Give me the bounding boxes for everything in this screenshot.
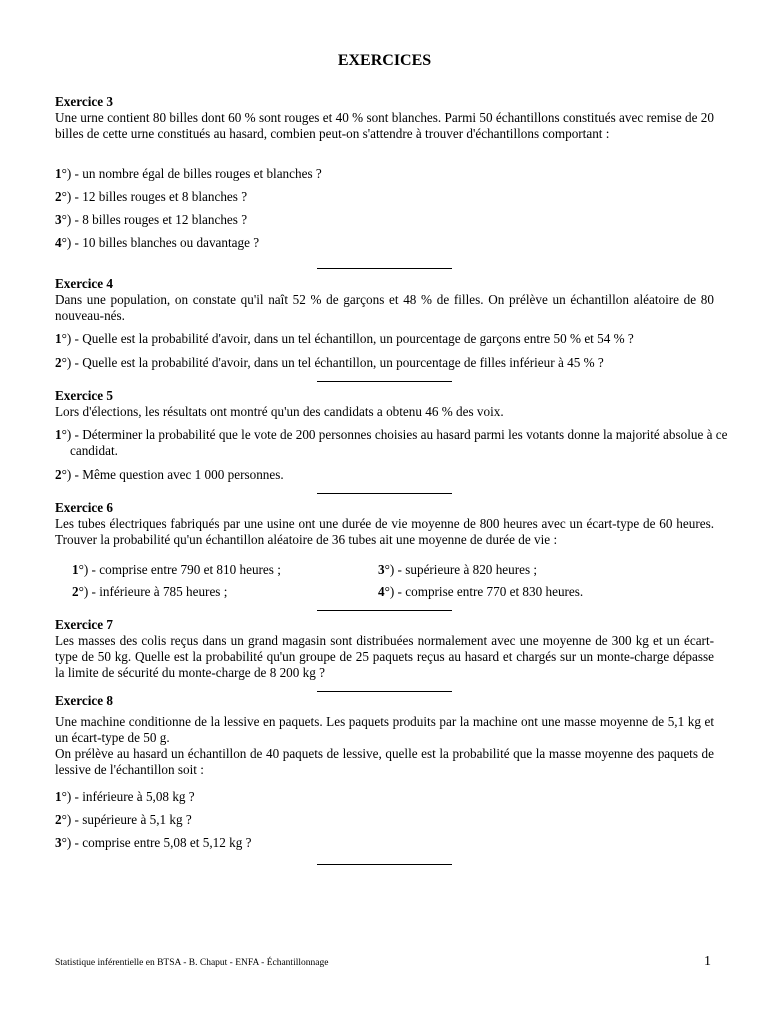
q-number: 2: [55, 812, 62, 827]
page-title: EXERCICES: [337, 52, 432, 69]
q-text: °) - inférieure à 5,08 kg ?: [61, 789, 195, 804]
exercise-6-heading: Exercice 6: [55, 500, 113, 515]
q-text: °) - un nombre égal de billes rouges et blanches ?: [61, 166, 322, 181]
q-number: 3: [55, 835, 62, 850]
exercise-6-q4: [378, 584, 583, 600]
exercise-8-statement-1: Une machine conditionne de la lessive en paquets. Les paquets produits par la machine ont une masse moyenne de 5,1 kg et un écart-type de 50 g.: [55, 714, 714, 745]
exercise-7: [55, 617, 714, 681]
exercise-7-statement: Les masses des colis reçus dans un grand magasin sont distribuées normalement avec une moyenne de 300 kg et un écart-type de 50 kg. Quelle est la probabilité qu'un groupe de 25 paquets reçus au hasard et chargés sur un monte-charge dépasse la limite de sécurité du monte-charge de 8 200 kg ?: [55, 633, 714, 680]
q-text: °) - supérieure à 820 heures ;: [384, 562, 538, 577]
exercise-8-q3: [55, 835, 714, 851]
exercise-3-q4: [55, 235, 714, 251]
exercise-8-body: [55, 714, 714, 778]
exercise-4-q1: [55, 331, 714, 347]
q-number: 4: [378, 584, 385, 599]
q-text: °) - comprise entre 770 et 830 heures.: [384, 584, 584, 599]
exercise-3-heading: Exercice 3: [55, 94, 113, 109]
exercise-3-q3: [55, 212, 714, 228]
q-text: °) - comprise entre 5,08 et 5,12 kg ?: [61, 835, 252, 850]
exercise-5-q2: [55, 467, 714, 483]
page-footer: Statistique inférentielle en BTSA - B. Chaput - ENFA - Échantillonnage: [55, 958, 329, 968]
exercise-8-q1: [55, 789, 714, 805]
exercise-6-q2: [72, 584, 227, 600]
exercise-3-q1: [55, 166, 714, 182]
exercise-4: [55, 276, 714, 324]
exercise-6-statement: Les tubes électriques fabriqués par une usine ont une durée de vie moyenne de 800 heures avec un écart-type de 60 heures. Trouver la probabilité qu'un échantillon aléatoire de 36 tubes ait une moyenne de durée de vie :: [55, 516, 714, 547]
exercise-3: [55, 94, 714, 142]
q-text: °) - comprise entre 790 et 810 heures ;: [78, 562, 281, 577]
q-text: °) - Quelle est la probabilité d'avoir, dans un tel échantillon, un pourcentage de filles inférieur à 45 % ?: [61, 355, 604, 370]
separator-line: [317, 268, 452, 269]
exercise-8: [55, 693, 714, 709]
page-number: 1: [704, 954, 711, 969]
exercise-3-q2: [55, 189, 714, 205]
q-text: °) - 12 billes rouges et 8 blanches ?: [61, 189, 248, 204]
exercise-4-q2: [55, 355, 714, 371]
separator-line: [317, 610, 452, 611]
exercise-5-q1: [55, 427, 729, 459]
exercise-4-heading: Exercice 4: [55, 276, 113, 291]
q-number: 3: [55, 212, 62, 227]
separator-line: [317, 381, 452, 382]
document-page: [55, 0, 728, 1024]
exercise-3-statement: Une urne contient 80 billes dont 60 % sont rouges et 40 % sont blanches. Parmi 50 échantillons constitués avec remise de 20 billes de cette urne constitués au hasard, combien peut-on s'attendre à trouver d'échantillons comportant :: [55, 110, 714, 141]
separator-line: [317, 864, 452, 865]
q-number: 1: [55, 427, 62, 442]
q-text: °) - Quelle est la probabilité d'avoir, dans un tel échantillon, un pourcentage de garçons entre 50 % et 54 % ?: [61, 331, 634, 346]
exercise-6: [55, 500, 714, 548]
q-number: 1: [55, 331, 62, 346]
q-number: 2: [55, 189, 62, 204]
exercise-6-q1: [72, 562, 281, 578]
separator-line: [317, 691, 452, 692]
q-number: 4: [55, 235, 62, 250]
exercise-6-q3: [378, 562, 537, 578]
exercise-7-heading: Exercice 7: [55, 617, 113, 632]
q-text: °) - Déterminer la probabilité que le vote de 200 personnes choisies au hasard parmi les votants donne la majorité absolue à ce candidat.: [61, 427, 728, 458]
q-text: °) - inférieure à 785 heures ;: [78, 584, 228, 599]
q-number: 2: [55, 467, 62, 482]
q-number: 2: [55, 355, 62, 370]
q-text: °) - supérieure à 5,1 kg ?: [61, 812, 192, 827]
q-number: 2: [72, 584, 79, 599]
exercise-5-statement: Lors d'élections, les résultats ont montré qu'un des candidats a obtenu 46 % des voix.: [55, 404, 504, 419]
exercise-5-heading: Exercice 5: [55, 388, 113, 403]
q-text: °) - Même question avec 1 000 personnes.: [61, 467, 284, 482]
exercise-4-statement: Dans une population, on constate qu'il naît 52 % de garçons et 48 % de filles. On prélève un échantillon aléatoire de 80 nouveau-nés.: [55, 292, 714, 323]
separator-line: [317, 493, 452, 494]
exercise-5: [55, 388, 714, 420]
exercise-8-q2: [55, 812, 714, 828]
q-number: 3: [378, 562, 385, 577]
q-text: °) - 10 billes blanches ou davantage ?: [61, 235, 260, 250]
q-number: 1: [55, 789, 62, 804]
q-number: 1: [55, 166, 62, 181]
q-text: °) - 8 billes rouges et 12 blanches ?: [61, 212, 248, 227]
exercise-8-statement-2: On prélève au hasard un échantillon de 40 paquets de lessive, quelle est la probabilité que la masse moyenne des paquets de lessive de l'échantillon soit :: [55, 746, 714, 777]
exercise-8-heading: Exercice 8: [55, 693, 113, 708]
q-number: 1: [72, 562, 79, 577]
